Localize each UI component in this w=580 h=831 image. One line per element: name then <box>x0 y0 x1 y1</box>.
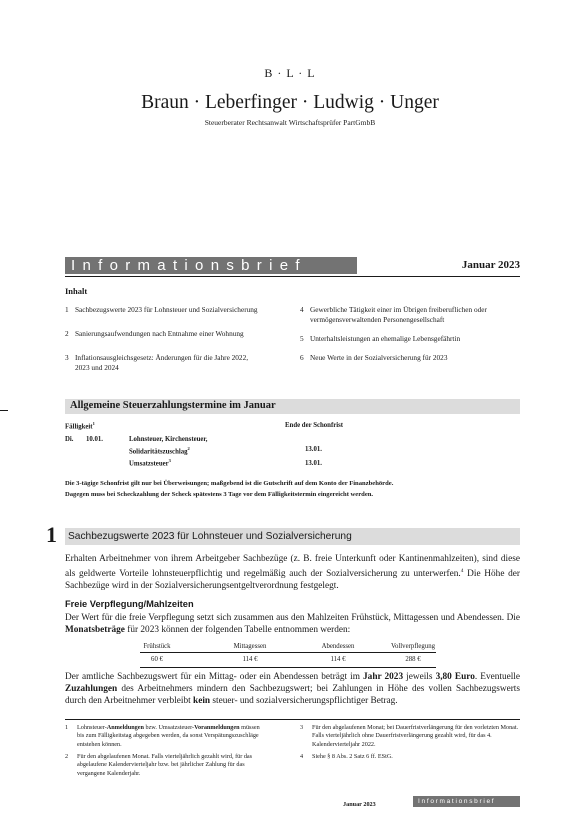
footer-date: Januar 2023 <box>343 801 376 808</box>
toc-item-number: 2 <box>65 329 69 338</box>
tax-item-vat <box>129 458 171 467</box>
footnote-text: Für den abgelaufenen Monat; bei Dauerfristverlängerung für den vorletzten Monat. Falls vierteljährlich ohne Dauerfristverlängerung gezahlt wird, für das 4. Kalendervierteljahr 2022. <box>312 724 519 748</box>
toc-item-4[interactable] <box>300 305 520 324</box>
subheading-meals: Freie Verpflegung/Mahlzeiten <box>65 599 194 609</box>
firm-subtitle: Steuerberater Rechtsanwalt Wirtschaftsprüfer PartGmbB <box>204 118 376 127</box>
section-paragraph-1 <box>65 553 520 592</box>
toc-item-number: 3 <box>65 353 69 362</box>
footer-banner: Informationsbrief <box>413 796 520 807</box>
footnote-text: Für den abgelaufenen Monat. Falls vierteljährlich gezahlt wird, für das abgelaufene Kalendervierteljahr bzw. bei jährlicher Zahlung für das vergangene Kalenderjahr. <box>77 753 253 777</box>
section-number: 1 <box>46 522 57 547</box>
table-cell: 60 € <box>151 656 163 663</box>
emphasis: 3,80 Euro <box>435 672 475 682</box>
table-cell: 114 € <box>330 656 346 663</box>
footnote-text-part: Lohnsteuer- <box>77 724 107 731</box>
footnote-number: 4 <box>300 753 304 760</box>
toc-item-3[interactable] <box>65 353 260 372</box>
footnote-ref: 1 <box>92 421 95 426</box>
toc-item-1[interactable] <box>65 305 260 315</box>
tax-col-due <box>65 421 95 430</box>
toc-heading: Inhalt <box>65 286 88 296</box>
firm-name: Braun · Leberfinger · Ludwig · Unger <box>141 92 439 113</box>
toc-item-2[interactable] <box>65 329 260 339</box>
issue-date: Januar 2023 <box>461 259 520 271</box>
paragraph-text: Der amtliche Sachbezugswert für ein Mittag- oder ein Abendessen beträgt im <box>65 672 364 682</box>
tax-item-vat-end: 13.01. <box>305 460 322 467</box>
footnote-text <box>77 724 265 749</box>
info-brief-banner: Informationsbrief <box>65 257 357 274</box>
tax-col-grace: Ende der Schonfrist <box>285 422 344 429</box>
table-rule <box>140 652 436 653</box>
tax-section-title: Allgemeine Steuerzahlungstermine im Januar <box>70 400 276 411</box>
tax-date: 10.01. <box>86 436 103 443</box>
paragraph-text: Die Höhe der Sachbezüge wird in der Sozialversicherungsentgeltverordnung festgelegt. <box>65 569 521 592</box>
tax-item-wage-label: Lohnsteuer, Kirchensteuer, Solidaritätszuschlag <box>129 436 208 455</box>
footnote-text: Siehe § 8 Abs. 2 Satz 6 ff. EStG. <box>312 753 393 760</box>
paragraph-text: Der Wert für die freie Verpflegung setzt sich zusammen aus den Mahlzeiten Frühstück, Mittagessen und Abendessen. Die <box>65 613 520 623</box>
toc-item-number: 4 <box>300 305 304 314</box>
footnote-text-part: bzw. Umsatzsteuer- <box>143 724 195 731</box>
toc-item-label: Neue Werte in der Sozialversicherung für 2023 <box>310 353 448 362</box>
paragraph-text: Erhalten Arbeitnehmer von ihrem Arbeitgeber Sachbezüge (z. B. freie Unterkunft oder Kantinenmahlzeiten), sind diese als geldwerte Vorteile lohnsteuerpflichtig und regelmäßig auch der Sozialversicherung zu unterwerfen. <box>65 554 520 580</box>
emphasis: Monatsbeträge <box>65 625 125 635</box>
footnote-3 <box>300 724 520 749</box>
tax-item-wage <box>129 436 239 456</box>
footnote-number: 2 <box>65 753 69 760</box>
footnote-number: 3 <box>300 724 304 731</box>
paragraph-text: für 2023 können der folgenden Tabelle entnommen werden: <box>124 625 351 635</box>
footnote-text-part: müssen bis zum Fälligkeitstag abgegeben werden, da sonst Verspätungszuschläge entstehen können. <box>77 724 260 748</box>
section-paragraph-3 <box>65 671 520 707</box>
footnote-2 <box>65 753 265 778</box>
toc-item-5[interactable] <box>300 334 520 344</box>
toc-item-label: Gewerbliche Tätigkeit einer im Übrigen freiberuflichen oder vermögensverwaltenden Personengesellschaft <box>310 305 487 324</box>
fold-mark <box>0 410 8 411</box>
emphasis: Voranmeldungen <box>194 724 240 731</box>
paragraph-text: jeweils <box>403 672 436 682</box>
emphasis: Jahr 2023 <box>363 672 404 682</box>
toc-item-number: 6 <box>300 353 304 362</box>
footnote-rule <box>65 719 520 720</box>
tax-item-wage-end: 13.01. <box>305 446 322 453</box>
section-paragraph-2 <box>65 612 520 636</box>
toc-item-label: Sanierungsaufwendungen nach Entnahme einer Wohnung <box>75 329 244 338</box>
footnote-4 <box>300 753 520 761</box>
toc-item-label: Unterhaltsleistungen an ehemalige Lebensgefährtin <box>310 334 461 343</box>
tax-note-line-2: Dagegen muss bei Scheckzahlung der Scheck spätestens 3 Tage vor dem Fälligkeitstermin eingereicht werden. <box>65 491 374 498</box>
footnote-1 <box>65 724 265 749</box>
toc-item-label: Inflationsausgleichsgesetz: Änderungen für die Jahre 2022, 2023 und 2024 <box>75 353 249 372</box>
section-title: Sachbezugswerte 2023 für Lohnsteuer und Sozialversicherung <box>68 531 352 542</box>
table-rule <box>140 667 436 668</box>
paragraph-text: des Arbeitnehmers mindern den Sachbezugswert; bei Zahlungen in Höhe des vollen Sachbezugswerts durch den Arbeitnehmer verbleibt <box>65 684 520 706</box>
table-cell: 114 € <box>242 656 258 663</box>
footnote-number: 1 <box>65 724 69 731</box>
table-header: Abendessen <box>321 643 355 650</box>
firm-logo: B · L · L <box>264 66 316 80</box>
toc-item-number: 5 <box>300 334 304 343</box>
emphasis: Zuzahlungen <box>65 684 118 694</box>
table-header: Mittagessen <box>233 643 267 650</box>
footnote-ref: 2 <box>187 445 190 451</box>
paragraph-text: steuer- und sozialversicherungspflichtiger Betrag. <box>210 696 398 706</box>
footnote-ref: 4 <box>460 568 464 574</box>
table-header: Vollverpflegung <box>390 643 436 650</box>
tax-note-line-1: Die 3-tägige Schonfrist gilt nur bei Überweisungen; maßgebend ist die Gutschrift auf dem Konto der Finanzbehörde. <box>65 480 394 487</box>
table-header: Frühstück <box>143 643 171 650</box>
table-cell: 288 € <box>405 656 421 663</box>
tax-item-vat-label: Umsatzsteuer <box>129 460 169 468</box>
tax-day: Di. <box>65 436 74 443</box>
header-rule <box>65 276 520 277</box>
toc-item-number: 1 <box>65 305 69 314</box>
emphasis: kein <box>193 696 211 706</box>
tax-note <box>65 478 520 500</box>
toc-item-6[interactable] <box>300 353 520 363</box>
paragraph-text: . Eventuelle <box>474 672 521 682</box>
footnote-ref: 3 <box>168 458 171 463</box>
toc-item-label: Sachbezugswerte 2023 für Lohnsteuer und Sozialversicherung <box>75 305 258 314</box>
tax-col-due-label: Fälligkeit <box>65 423 93 431</box>
emphasis: Anmeldungen <box>106 724 144 731</box>
